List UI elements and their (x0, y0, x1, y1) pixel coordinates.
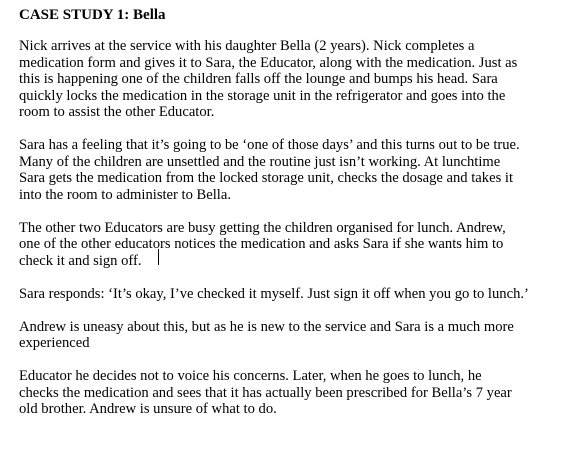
case-study-title: CASE STUDY 1: Bella (19, 7, 166, 23)
paragraph-line: experienced (19, 335, 90, 351)
paragraph-line: quickly locks the medication in the storage unit in the refrigerator and goes into the (19, 87, 506, 104)
paragraph-line: medication form and gives it to Sara, the Educator, along with the medication. Just as (19, 54, 518, 71)
paragraph-line: Andrew is uneasy about this, but as he is new to the service and Sara is a much more (19, 318, 514, 335)
paragraph-5 (19, 319, 584, 352)
paragraph-line: Sara has a feeling that it’s going to be ‘one of those days’ and this turns out to be true. (19, 137, 520, 153)
paragraph-line: checks the medication and sees that it has actually been prescribed for Bella’s 7 year (19, 384, 512, 401)
paragraph-1 (19, 38, 584, 121)
paragraph-line: Sara gets the medication from the locked storage unit, checks the dosage and takes it (19, 170, 513, 186)
paragraph-6 (19, 368, 584, 418)
paragraph-3 (19, 220, 584, 270)
paragraph-line: one of the other educators notices the medication and asks Sara if she wants him to (19, 236, 504, 252)
document-page (19, 6, 584, 434)
paragraph-line: Educator he decides not to voice his concerns. Later, when he goes to lunch, he (19, 368, 482, 384)
text-cursor (158, 249, 161, 265)
paragraph-4 (19, 286, 584, 303)
paragraph-line: check it and sign off. (19, 252, 142, 269)
paragraph-line: Nick arrives at the service with his daughter Bella (2 years). Nick completes a (19, 38, 475, 54)
paragraph-2 (19, 137, 584, 203)
paragraph-line: into the room to administer to Bella. (19, 186, 231, 203)
paragraph-line: Many of the children are unsettled and the routine just isn’t working. At lunchtime (19, 153, 501, 170)
paragraph-line: this is happening one of the children falls off the lounge and bumps his head. Sara (19, 71, 498, 87)
paragraph-line: old brother. Andrew is unsure of what to do. (19, 401, 277, 417)
paragraph-line: The other two Educators are busy getting the children organised for lunch. Andrew, (19, 219, 506, 236)
paragraph-line: room to assist the other Educator. (19, 104, 215, 120)
paragraph-line: Sara responds: ‘It’s okay, I’ve checked it myself. Just sign it off when you go to lunch.’ (19, 285, 529, 302)
